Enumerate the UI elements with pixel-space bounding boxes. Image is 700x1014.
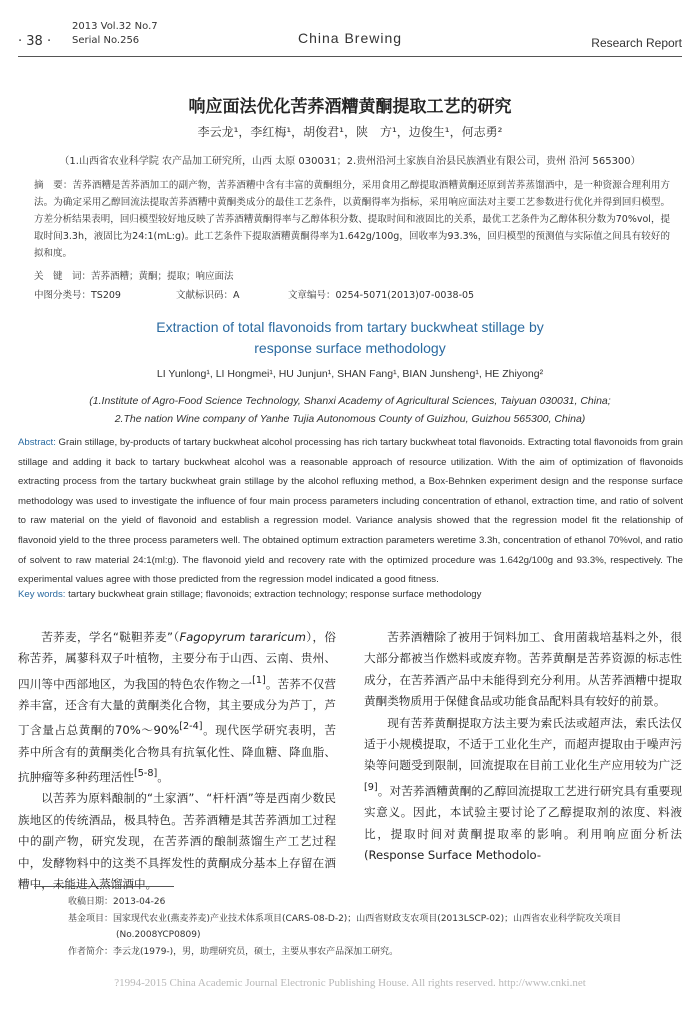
body-paragraph: 苦荞酒糟除了被用于饲料加工、食用菌栽培基料之外，很大部分都被当作燃料或废弃物。苦荞黄酮是苦荞资源的标志性成分，在苦荞酒产品中未能得到充分利用。从苦荞酒糟中提取黄酮类物质用于保健食品或功能食品配料具有较好的前景。 bbox=[364, 630, 682, 709]
footnote-divider bbox=[34, 886, 174, 887]
text-run: ），俗称苦荞，属蓼科双子叶植物，主要分布于山西、云南、贵州、四川等中西部地区，为我国的特色农作物之一 bbox=[18, 630, 336, 691]
classification-number: 中图分类号：TS209 bbox=[34, 290, 121, 301]
en-affiliation-line2: 2.The nation Wine company of Yanhe Tujia Autonomous County of Guizhou, Guizhou 565300, China) bbox=[114, 413, 586, 425]
copyright-watermark: ?1994-2015 China Academic Journal Electronic Publishing House. All rights reserved. http://www.cnki.net bbox=[114, 977, 586, 989]
en-keywords bbox=[18, 589, 481, 600]
cn-affiliation: （1.山西省农业科学院 农产品加工研究所，山西 太原 030031；2.贵州沿河土家族自治县民族酒业有限公司，贵州 沿河 565300） bbox=[59, 156, 641, 167]
body-left-column bbox=[18, 627, 336, 895]
footnote-author-bio: 作者简介：李云龙(1979-)，男，助理研究员，硕士，主要从事农产品深加工研究。 bbox=[68, 947, 399, 957]
text-run: 苦荞麦，学名“鞑靼荞麦”（ bbox=[41, 630, 180, 644]
citation: [5-8] bbox=[133, 768, 158, 780]
header-divider bbox=[18, 56, 682, 57]
article-number: 文章编号：0254-5071(2013)07-0038-05 bbox=[288, 290, 475, 301]
en-abstract bbox=[18, 433, 683, 590]
text-run: 。苦荞不仅营养丰富，还含有大量的黄酮类化合物，其主要成分为芦丁，芦丁含量占总黄酮的70%～90% bbox=[18, 676, 336, 738]
en-abstract-text: Grain stillage, by-products of tartary buckwheat alcohol processing has rich tartary buckwheat total flavonoids. Extracting total flavonoids from grain stillage and adding it back to tartary buckwheat alcohol was a reasonable approach of resource utilization. With the aim of optimization of flavonoids extracting process from the tartary buckwheat grain stillage by the alcohol refluxing method, a Box-Behnken experiment design and the response surface methodology was used to investigate the influence of four main process parameters including concentration of ethanol, extraction time, and ratio of solvent to raw material on the yield of flavonoid and establish a regression model. Variance analysis showed that the regression model fit the relationship of flavonoid yield to the three process parameters well. The obtained optimum extraction parameters weretime 3.3h, concentration of ethanol 70%vol, and ratio of solvent to raw material 24:1(ml:g). The flavonoid yield and recovery rate with the optimized procedure was 1.642g/100g and 93.3%, respectively. The experimental values agree with those predicted from the regression model indicated a good fitness. bbox=[18, 437, 683, 586]
cn-authors: 李云龙¹，李红梅¹，胡俊君¹，陕 方¹，边俊生¹，何志勇² bbox=[197, 125, 503, 139]
en-keywords-label: Key words: bbox=[18, 589, 66, 600]
en-affiliation bbox=[0, 392, 700, 428]
fund-line2: (No.2008YCP0809) bbox=[116, 930, 201, 940]
citation: [2-4] bbox=[179, 721, 203, 733]
text-run: 。 bbox=[157, 770, 169, 785]
citation: [9] bbox=[364, 781, 378, 793]
page-number: · 38 · bbox=[18, 34, 52, 49]
en-title bbox=[0, 317, 700, 359]
fund-line1: 基金项目：国家现代农业(燕麦荞麦)产业技术体系项目(CARS-08-D-2)；山西省财政支农项目(2013LSCP-02)；山西省农业科学院攻关项目 bbox=[68, 914, 622, 924]
volume-text: 2013 Vol.32 No.7 bbox=[72, 21, 158, 32]
document-code: 文献标识码：A bbox=[176, 290, 240, 301]
cn-title: 响应面法优化苦荞酒糟黄酮提取工艺的研究 bbox=[188, 97, 512, 117]
body-paragraph bbox=[18, 627, 336, 788]
text-run: 。现代医学研究表明，苦荞中所含有的黄酮类化合物具有抗氧化性、降血糖、降血脂、抗肿瘤等多种药理活性 bbox=[18, 723, 336, 785]
en-affiliation-line1: (1.Institute of Agro-Food Science Technology, Shanxi Academy of Agricultural Sciences, Taiyuan 030031, China; bbox=[89, 395, 611, 407]
en-title-line1: Extraction of total flavonoids from tartary buckwheat stillage by bbox=[156, 319, 544, 335]
body-right-column bbox=[364, 627, 682, 866]
cn-abstract: 摘 要：苦荞酒糟是苦荞酒加工的副产物，苦荞酒糟中含有丰富的黄酮组分，采用食用乙醇提取酒糟黄酮还原到苦荞蒸馏酒中，是一种资源合理利用方法。为确定采用乙醇回流法提取苦荞酒糟中黄酮类成分的最佳工艺条件，以黄酮得率为指标，采用响应面法对主要工艺参数进行优化并得到回归模型。方差分析结果表明，回归模型较好地反映了苦荞酒糟黄酮得率与乙醇体积分数、提取时间和液固比的关系，最优工艺条件为乙醇体积分数为70%vol，提取时间3.3h，液固比为24:1(mL:g)。此工艺条件下提取酒糟黄酮得率为1.642g/100g，回收率为93.3%，回归模型的预测值与实际值之间具有较好的拟和度。 bbox=[34, 180, 670, 259]
body-paragraph: 以苦荞为原料酿制的“土家酒”、“杆杆酒”等是西南少数民族地区的传统酒品，极具特色。苦荞酒糟是其苦荞酒加工过程中的副产物，研究发现，在苦荞酒的酿制蒸馏生产工艺过程中，发酵物料中的这类不具挥发性的黄酮成分基本上存留在酒糟中，未能进入蒸馏酒中。 bbox=[18, 791, 336, 892]
en-keywords-text: tartary buckwheat grain stillage; flavonoids; extraction technology; response surface methodology bbox=[68, 589, 482, 600]
en-authors: LI Yunlong¹, LI Hongmei¹, HU Junjun¹, SHAN Fang¹, BIAN Junsheng¹, HE Zhiyong² bbox=[156, 368, 544, 380]
text-run: 。对苦荞酒糟黄酮的乙醇回流提取工艺进行研究具有重要现实意义。因此，本试验主要讨论了乙醇提取剂的浓度、料液比，提取时间对黄酮提取率的影响。利用响应面分析法(Response Surface Methodolo- bbox=[364, 783, 682, 862]
journal-name: China Brewing bbox=[297, 30, 403, 46]
text-run: 现有苦荞黄酮提取方法主要为索氏法或超声法，索氏法仅适于小规模提取，不适于工业化生产，而超声提取由于噪声污染等问题受到限制，回流提取在目前工业化生产应用较为广泛 bbox=[364, 715, 682, 773]
cn-keywords: 关 键 词：苦荞酒糟；黄酮；提取；响应面法 bbox=[34, 271, 234, 282]
serial-text: Serial No.256 bbox=[72, 35, 140, 46]
footnote-fund bbox=[68, 911, 683, 943]
footnote-received: 收稿日期：2013-04-26 bbox=[68, 897, 166, 907]
citation: [1] bbox=[252, 674, 266, 686]
en-abstract-label: Abstract: bbox=[18, 437, 56, 448]
latin-name: Fagopyrum tararicum bbox=[179, 630, 306, 644]
body-paragraph bbox=[364, 713, 682, 867]
en-title-line2: response surface methodology bbox=[254, 340, 446, 356]
column-name: Research Report bbox=[591, 36, 682, 50]
